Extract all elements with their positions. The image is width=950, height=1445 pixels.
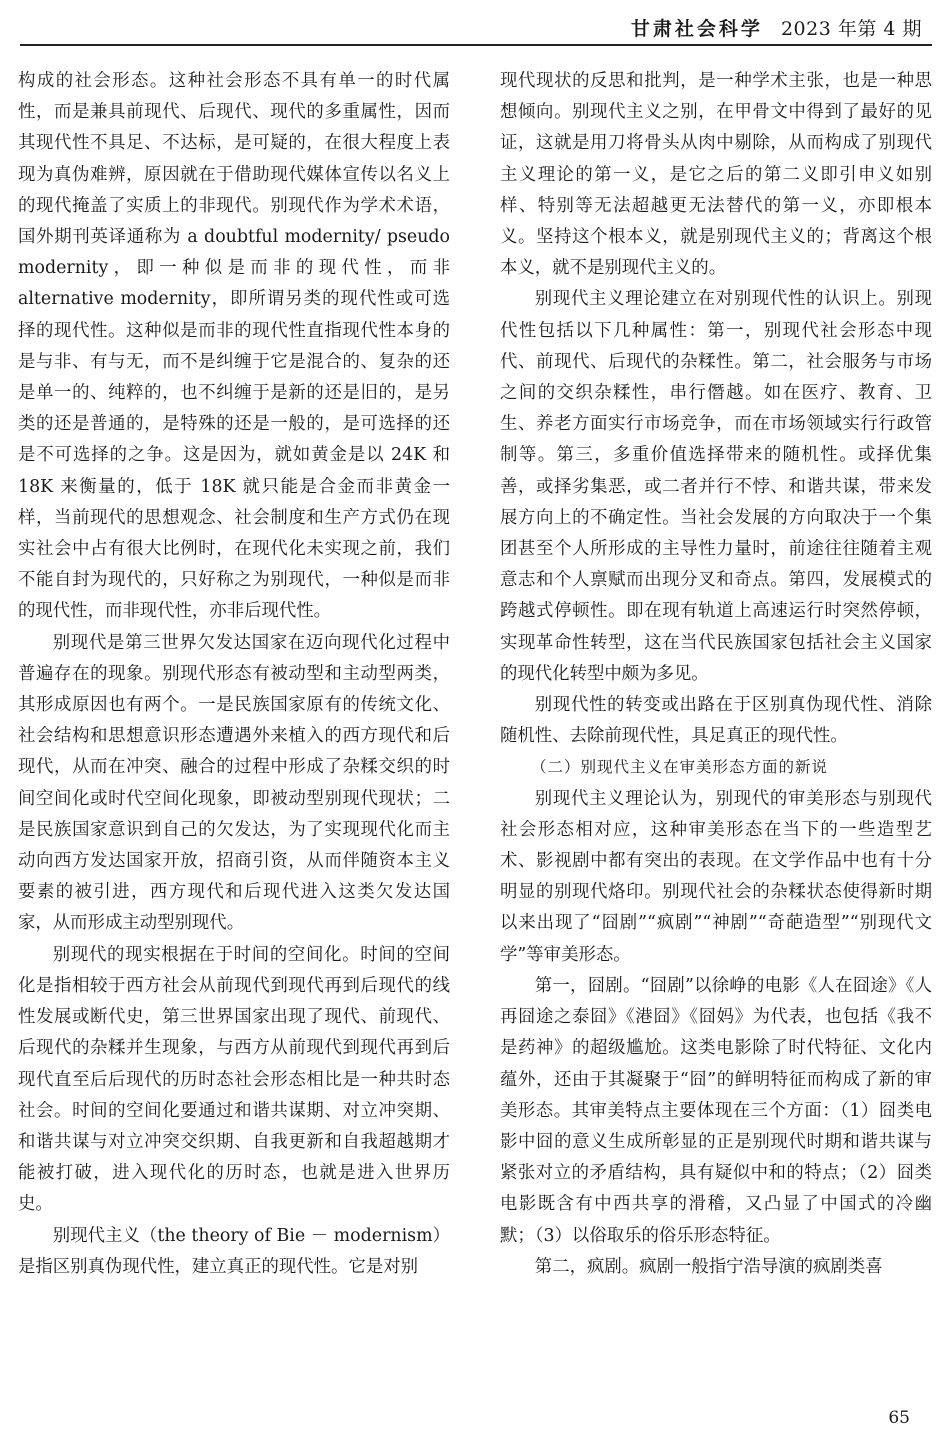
paragraph: 别现代主义理论认为，别现代的审美形态与别现代社会形态相对应，这种审美形态在当下的一些造型艺术、影视剧中都有突出的表现。在文学作品中也有十分明显的别现代烙印。别现代社会的杂糅状态使得新时期以来出现了“囧剧”“疯剧”“神剧”“奇葩造型”“别现代文学”等审美形态。 bbox=[500, 788, 932, 965]
left-column bbox=[18, 66, 450, 1283]
paragraph: 别现代的现实根据在于时间的空间化。时间的空间化是指相较于西方社会从前现代到现代再到后现代的线性发展或断代史，第三世界国家出现了现代、前现代、后现代的杂糅并生现象，与西方从前现代到现代再到后现代直至后后现代的历时态社会形态相比是一种共时态社会。时间的空间化要通过和谐共谋期、对立冲突期、和谐共谋与对立冲突交织期、自我更新和自我超越期才能被打破，进入现代化的历时态，也就是进入世界历史。 bbox=[18, 944, 450, 1215]
paragraph: 第一，囧剧。“囧剧”以徐峥的电影《人在囧途》《人再囧途之泰囧》《港囧》《囧妈》为代表，也包括《我不是药神》的超级尴尬。这类电影除了时代特征、文化内蕴外，还由于其凝聚于“囧”的鲜明特征而构成了新的审美形态。其审美特点主要体现在三个方面：（1）囧类电影中囧的意义生成所彰显的正是别现代时期和谐共谋与紧张对立的矛盾结构，具有疑似中和的特点；（2）囧类电影既含有中西共享的滑稽，又凸显了中国式的冷幽默；（3）以俗取乐的俗乐形态特征。 bbox=[500, 975, 932, 1246]
section-subheading: （二）别现代主义在审美形态方面的新说 bbox=[531, 758, 829, 777]
paragraph: 第二，疯剧。疯剧一般指宁浩导演的疯剧类喜 bbox=[534, 1256, 883, 1277]
page-number: 65 bbox=[888, 1408, 910, 1428]
right-column bbox=[500, 66, 932, 1283]
paragraph: 别现代性的转变或出路在于区别真伪现代性、消除随机性、去除前现代性，具足真正的现代性。 bbox=[500, 695, 932, 747]
journal-title: 甘肃社会科学 bbox=[630, 18, 763, 40]
running-header bbox=[20, 14, 932, 46]
paragraph: 现代现状的反思和批判，是一种学术主张，也是一种思想倾向。别现代主义之别，在甲骨文中得到了最好的见证，这就是用刀将骨头从肉中剔除，从而构成了别现代主义理论的第一义，是它之后的第二义即引申义如别样、特别等无法超越更无法替代的第一义，亦即根本义。坚持这个根本义，就是别现代主义的；背离这个根本义，就不是别现代主义的。 bbox=[500, 71, 932, 279]
paragraph: 构成的社会形态。这种社会形态不具有单一的时代属性，而是兼具前现代、后现代、现代的多重属性，因而其现代性不具足、不达标，是可疑的，在很大程度上表现为真伪难辨，原因就在于借助现代媒体宣传以名义上的现代掩盖了实质上的非现代。别现代作为学术术语，国外期刊英译通称为 a doubtful modernity/ pseudo modernity，即一种似是而非的现代性，而非 alternative modernity，即所谓另类的现代性或可选择的现代性。这种似是而非的现代性直指现代性本身的是与非、有与无，而不是纠缠于它是混合的、复杂的还是单一的、纯粹的，也不纠缠于是新的还是旧的，是另类的还是普通的，是特殊的还是一般的，是可选择的还是不可选择的之争。这是因为，就如黄金是以 24K 和 18K 来衡量的，低于 18K 就只能是合金而非黄金一样，当前现代的思想观念、社会制度和生产方式仍在现实社会中占有很大比例时，在现代化未实现之前，我们不能自封为现代的，只好称之为别现代，一种似是而非的现代性，而非现代性，亦非后现代性。 bbox=[18, 71, 450, 622]
paragraph: 别现代主义（the theory of Bie － modernism）是指区别真伪现代性，建立真正的现代性。它是对别 bbox=[18, 1225, 450, 1277]
paragraph: 别现代是第三世界欠发达国家在迈向现代化过程中普遍存在的现象。别现代形态有被动型和主动型两类，其形成原因也有两个。一是民族国家原有的传统文化、社会结构和思想意识形态遭遇外来植入的西方现代和后现代，从而在冲突、融合的过程中形成了杂糅交织的时间空间化或时代空间化现象，即被动型别现代现状；二是民族国家意识到自己的欠发达，为了实现现代化而主动向西方发达国家开放，招商引资，从而伴随资本主义要素的被引进，西方现代和后现代进入这类欠发达国家，从而形成主动型别现代。 bbox=[18, 632, 450, 934]
header-text bbox=[631, 18, 922, 40]
paragraph: 别现代主义理论建立在对别现代性的认识上。别现代性包括以下几种属性：第一，别现代社会形态中现代、前现代、后现代的杂糅性。第二，社会服务与市场之间的交织杂糅性，串行僭越。如在医疗、教育、卫生、养老方面实行市场竞争，而在市场领域实行行政管制等。第三，多重价值选择带来的随机性。或择优集善，或择劣集恶，或二者并行不悖、和谐共谋，带来发展方向上的不确定性。当社会发展的方向取决于一个集团甚至个人所形成的主导性力量时，前途往往随着主观意志和个人禀赋而出现分叉和奇点。第四，发展模式的跨越式停顿性。即在现有轨道上高速运行时突然停顿，实现革命性转型，这在当代民族国家包括社会主义国家的现代化转型中颇为多见。 bbox=[500, 289, 932, 684]
issue-label: 2023 年第 4 期 bbox=[780, 18, 922, 40]
